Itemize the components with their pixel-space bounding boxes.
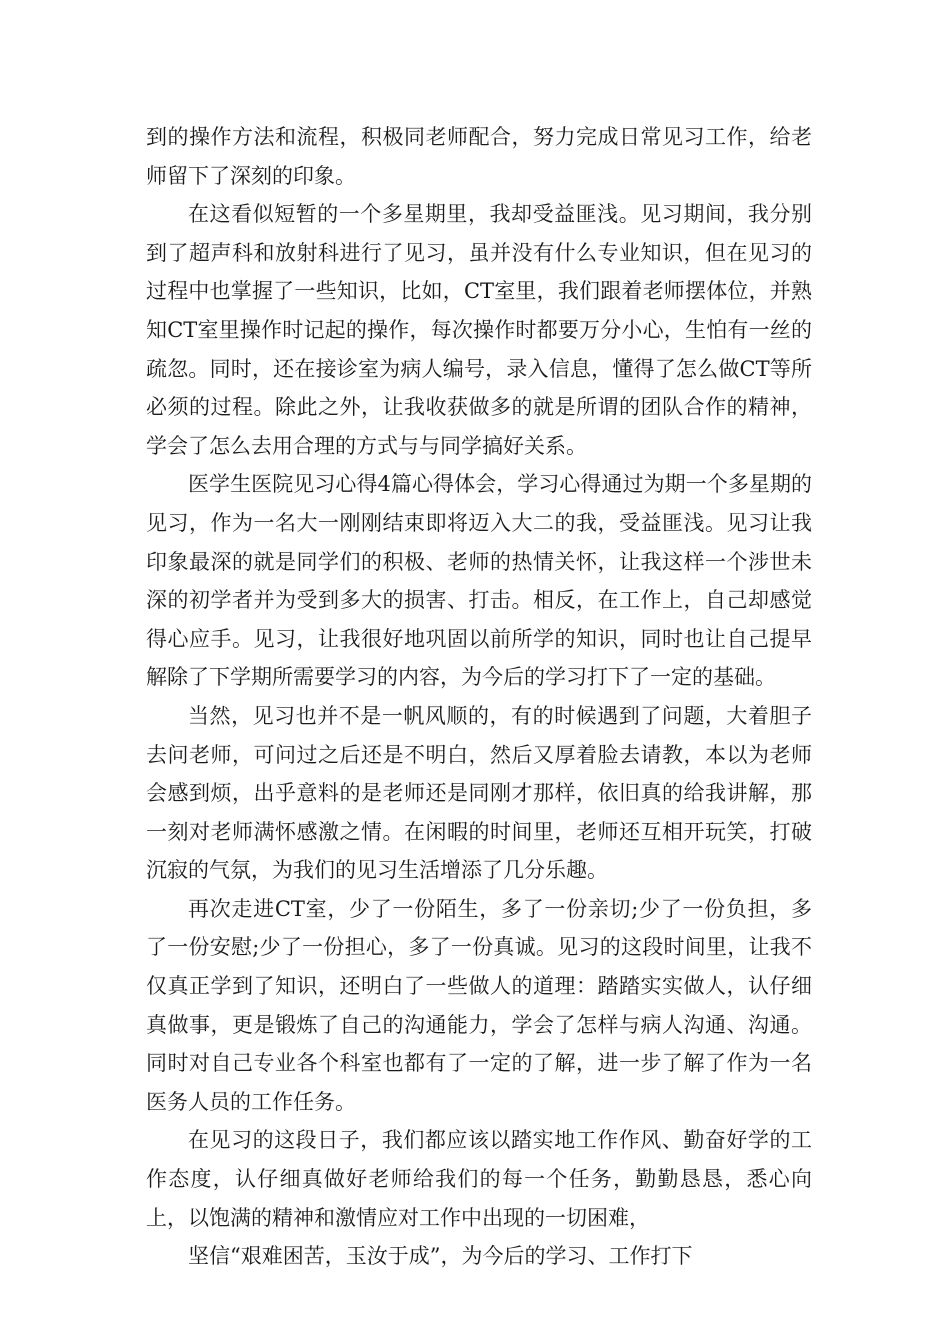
paragraph-6: 在见习的这段日子，我们都应该以踏实地工作作风、勤奋好学的工作态度，认仔细真做好老师给我们的每一个任务，勤勤恳恳，悉心向上，以饱满的精神和激情应对工作中出现的一切困难， — [146, 1128, 812, 1230]
paragraph-2: 在这看似短暂的一个多星期里，我却受益匪浅。见习期间，我分别到了超声科和放射科进行了见习，虽并没有什么专业知识，但在见习的过程中也掌握了一些知识，比如，CT室里，我们跟着老师摆体位，并熟知CT室里操作时记起的操作，每次操作时都要万分小心，生怕有一丝的疏忽。同时，还在接诊室为病人编号，录入信息，懂得了怎么做CT等所必须的过程。除此之外，让我收获做多的就是所谓的团队合作的精神，学会了怎么去用合理的方式与与同学搞好关系。 — [146, 202, 812, 458]
paragraph-3: 医学生医院见习心得4篇心得体会，学习心得通过为期一个多星期的见习，作为一名大一刚刚结束即将迈入大二的我，受益匪浅。见习让我印象最深的就是同学们的积极、老师的热情关怀，让我这样一个涉世未深的初学者并为受到多大的损害、打击。相反，在工作上，自己却感觉得心应手。见习，让我很好地巩固以前所学的知识，同时也让自己提早解除了下学期所需要学习的内容，为今后的学习打下了一定的基础。 — [146, 472, 812, 690]
paragraph-4: 当然，见习也并不是一帆风顺的，有的时候遇到了问题，大着胆子去问老师，可问过之后还是不明白，然后又厚着脸去请教，本以为老师会感到烦，出乎意料的是老师还是同刚才那样，依旧真的给我讲解，那一刻对老师满怀感激之情。在闲暇的时间里，老师还互相开玩笑，打破沉寂的气氛，为我们的见习生活增添了几分乐趣。 — [146, 703, 812, 883]
paragraph-7: 坚信“艰难困苦，玉汝于成”，为今后的学习、工作打下 — [188, 1244, 693, 1269]
paragraph-1: 到的操作方法和流程，积极同老师配合，努力完成日常见习工作，给老师留下了深刻的印象。 — [146, 125, 812, 188]
paragraph-5: 再次走进CT室，少了一份陌生，多了一份亲切;少了一份负担，多了一份安慰;少了一份担心，多了一份真诚。见习的这段时间里，让我不仅真正学到了知识，还明白了一些做人的道理：踏踏实实做人，认仔细真做事，更是锻炼了自己的沟通能力，学会了怎样与病人沟通、沟通。同时对自己专业各个科室也都有了一定的了解，进一步了解了作为一名医务人员的工作任务。 — [146, 896, 812, 1114]
document-body — [146, 118, 812, 1276]
